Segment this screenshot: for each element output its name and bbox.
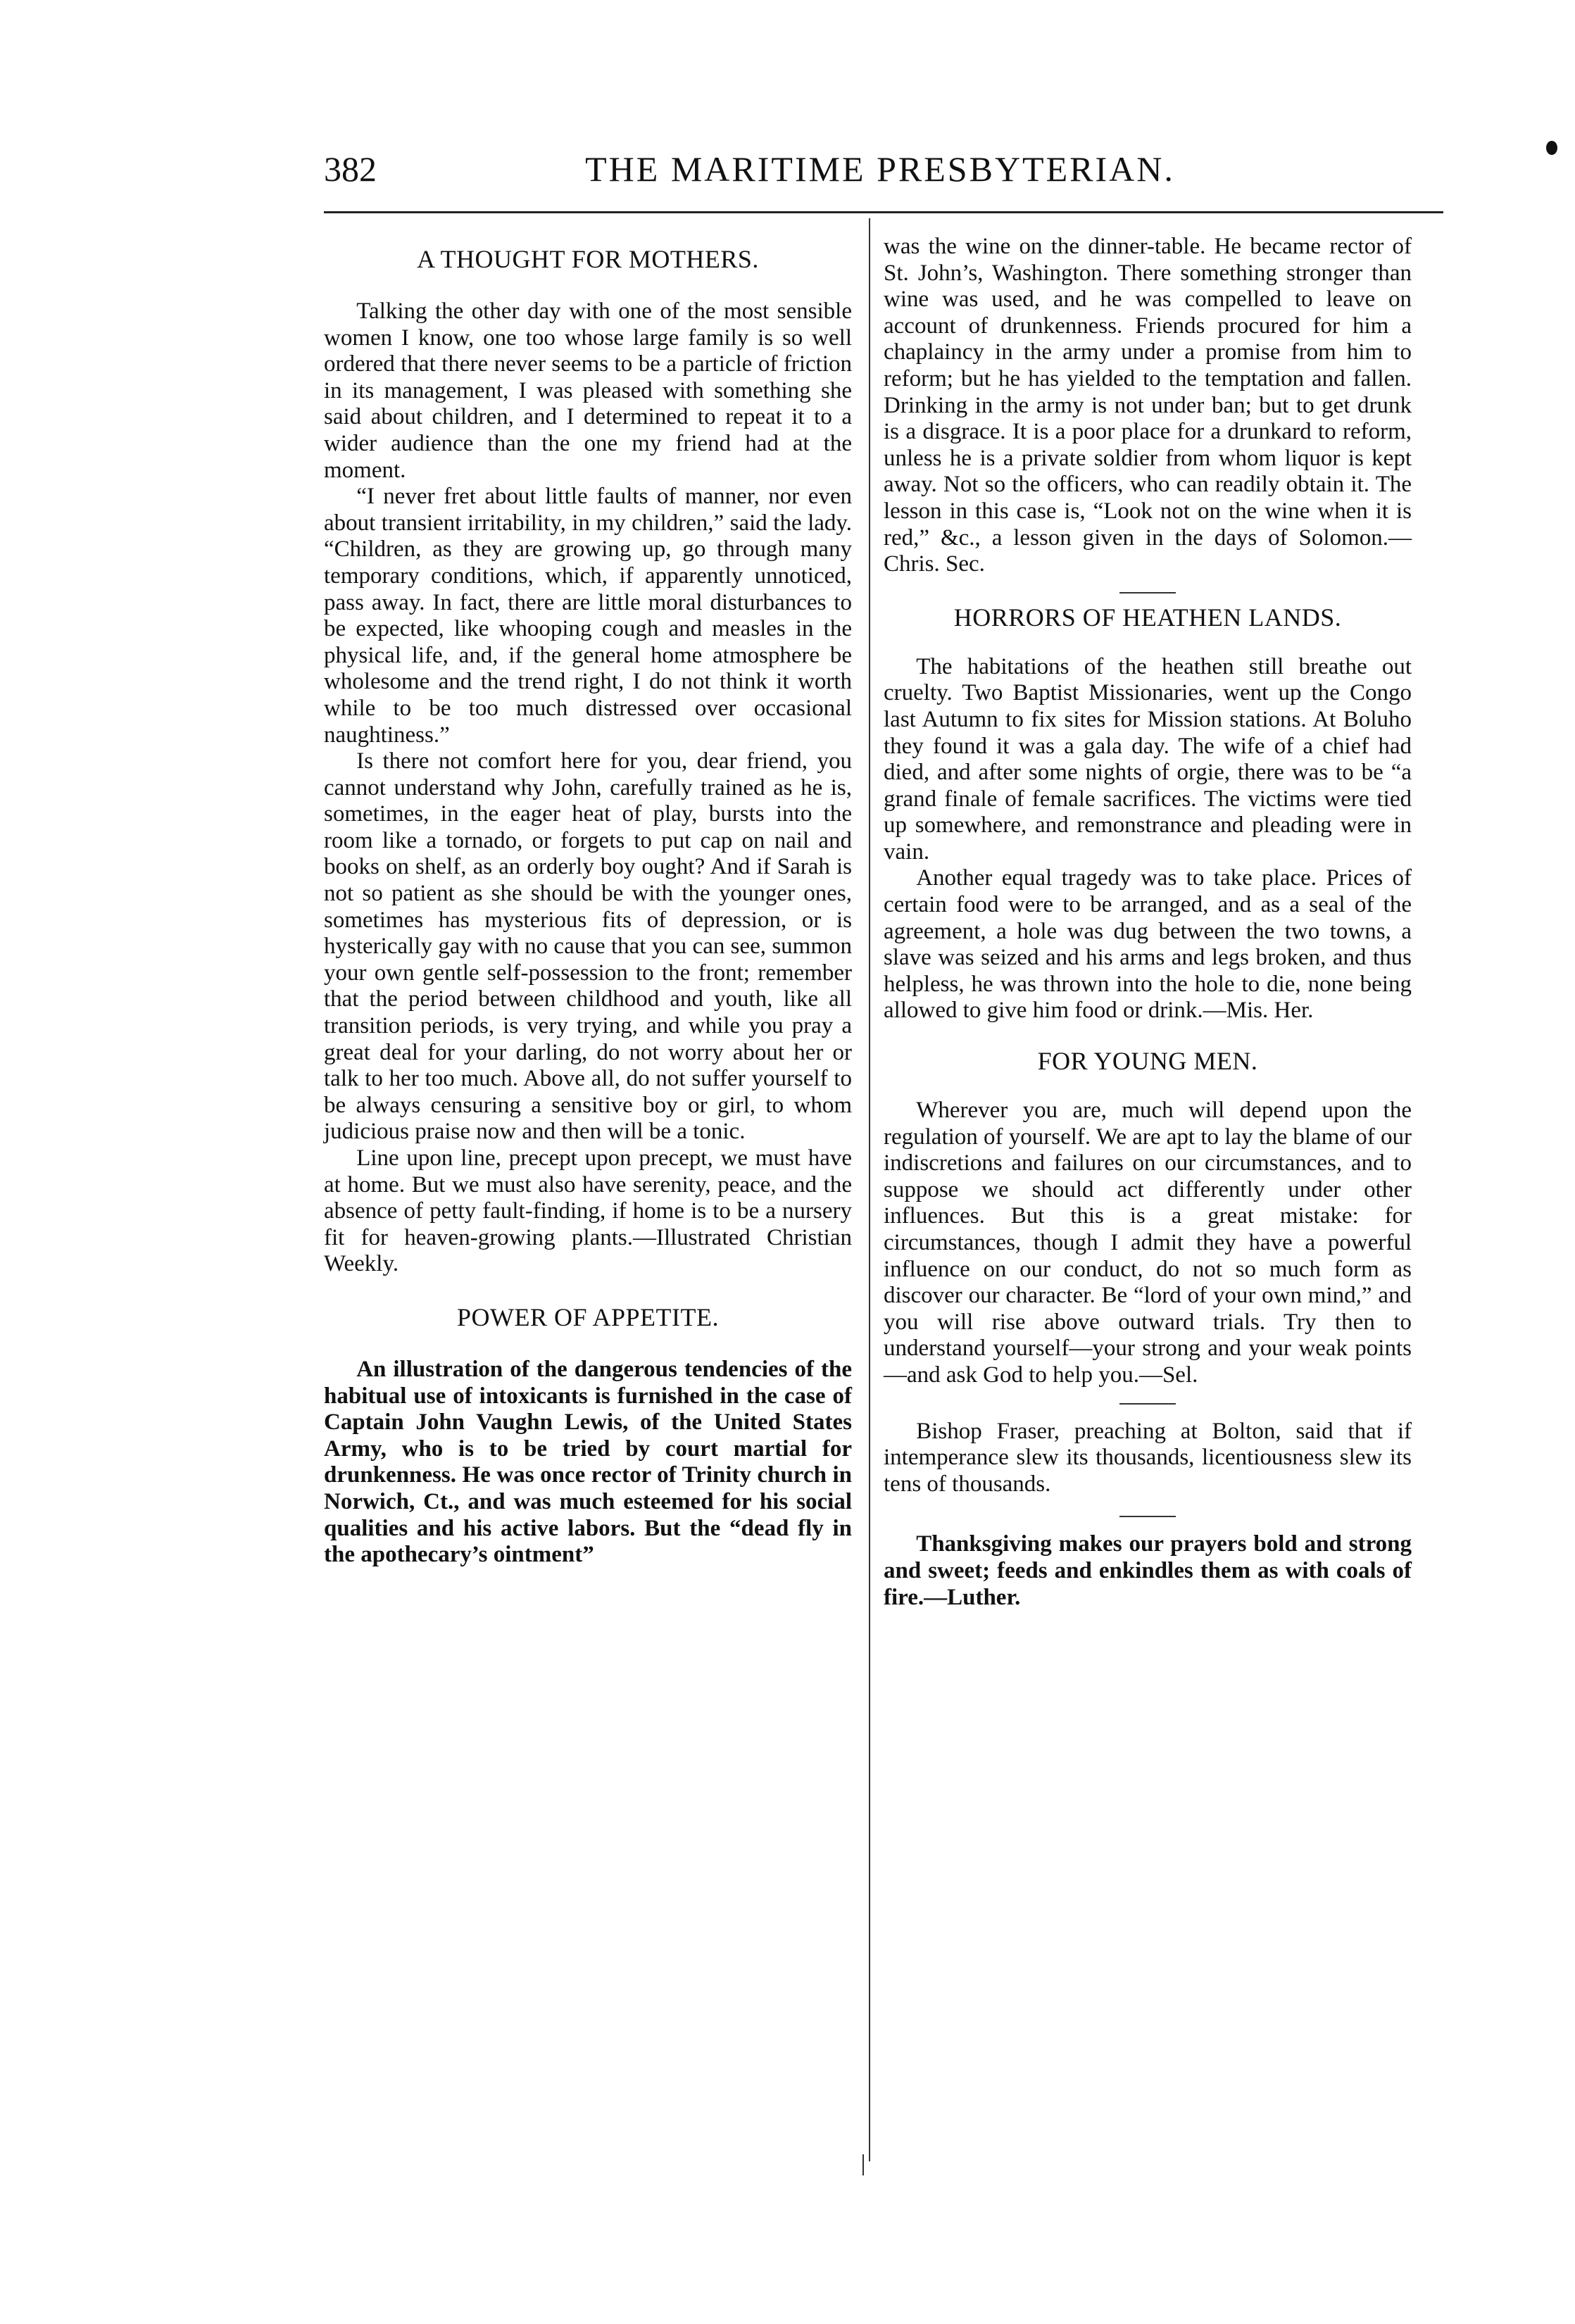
journal-title: THE MARITIME PRESBYTERIAN. [585,149,1175,189]
article-title-for-young-men: FOR YOUNG MEN. [1037,1047,1258,1076]
article-paragraph-continued: was the wine on the dinner-table. He became rector of St. John’s, Washington. There something stronger than wine was used, and he was compelled to leave on account of drunkenness. Friends procured for him a chaplaincy in the army under a promise from him to reform; but he has yielded to the temptation and fallen. Drinking in the army is not under ban; but to get drunk is a disgrace. It is a poor place for a drunkard to reform, unless he is a private soldier from whom liquor is kept away. Not so the officers, who can readily obtain it. The lesson in this case is, “Look not on the wine when it is red,” &c., a lesson given in the days of Solomon.—Chris. Sec. [884,234,1412,577]
article-paragraph: Is there not comfort here for you, dear friend, you cannot understand why John, carefully trained as he is, sometimes, in the eager heat of play, bursts into the room like a tornado, or forgets to put cap on nail and books on shelf, as an orderly boy ought? And if Sarah is not so patient as she should be with the younger ones, sometimes has mysterious fits of depression, or is hysterically gay with no cause that you can see, summon your own gentle self-possession to the front; remember that the period between childhood and youth, like all transition periods, is very trying, and while you pray a great deal for your darling, do not worry about her or talk to her too much. Above all, do not suffer yourself to be always censuring a sensitive boy or girl, to whom judicious praise now and then will be a tonic. [324,748,852,1145]
short-item-paragraph: Thanksgiving makes our prayers bold and strong and sweet; feeds and enkindles them as with coals of fire.—Luther. [884,1531,1412,1610]
article-paragraph: An illustration of the dangerous tendencies of the habitual use of intoxicants is furnished in the case of Captain John Vaughn Lewis, of the United States Army, who is to be tried by court martial for drunkenness. He was once rector of Trinity church in Norwich, Ct., and was much esteemed for his social qualities and his active labors. But the “dead fly in the apothecary’s ointment” [324,1356,852,1568]
article-title-thought-for-mothers: A THOUGHT FOR MOTHERS. [417,245,759,273]
article-title-horrors-of-heathen-lands: HORRORS OF HEATHEN LANDS. [953,603,1342,632]
article-paragraph: Wherever you are, much will depend upon the regulation of yourself. We are apt to lay the blame of our indiscretions and failures on our circumstances, and to suppose we should act differently under other influences. But this is a great mistake: for circumstances, though I admit they have a powerful influence on our conduct, do not so much form as discover our character. Be “lord of your own mind,” and you will rise above outward trials. Try then to understand yourself—your strong and your weak points—and ask God to help you.—Sel. [884,1098,1412,1388]
article-title-power-of-appetite: POWER OF APPETITE. [456,1302,720,1331]
left-column [324,225,852,1569]
right-column [884,225,1412,1611]
running-head [324,144,1436,201]
header-rule [324,211,1443,213]
article-paragraph: The habitations of the heathen still breathe out cruelty. Two Baptist Missionaries, went up the Congo last Autumn to fix sites for Mission stations. At Boluho they found it was a gala day. The wife of a chief had died, and after some nights of orgie, there was to be “a grand finale of female sacrifices. The victims were tied up somewhere, and remonstrance and pleading were in vain. [884,653,1412,865]
article-paragraph: Talking the other day with one of the most sensible women I know, one too whose large family is so well ordered that there never seems to be a particle of friction in its management, I was pleased with something she said about children, and I determined to repeat it to a wider audience than the one my friend had at the moment. [324,299,852,483]
corner-dot-mark [1546,141,1557,155]
article-paragraph: “I never fret about little faults of manner, nor even about transient irritability, in my children,” said the lady. “Children, as they are growing up, go through many temporary conditions, which, if apparently unnoticed, pass away. In fact, there are little moral disturbances to be expected, like whooping cough and measles in the physical life, and, if the general home atmosphere be wholesome and the trend right, I do not think it worth while to be too much distressed over occasional naughtiness.” [324,484,852,748]
article-paragraph: Another equal tragedy was to take place. Prices of certain food were to be arranged, and as a seal of the agreement, a hole was dug between the two towns, a slave was seized and his arms and legs broken, and thus helpless, he was thrown into the hole to die, none being allowed to give him food or drink.—Mis. Her. [884,865,1412,1024]
column-divider-end [862,2154,871,2175]
column-divider [869,218,870,2161]
short-item-paragraph: Bishop Fraser, preaching at Bolton, said that if intemperance slew its thousands, licentiousness slew its tens of thousands. [884,1418,1412,1497]
article-paragraph: Line upon line, precept upon precept, we must have at home. But we must also have serenity, peace, and the absence of petty fault-finding, if home is to be a nursery fit for heaven-growing plants.—Illustrated Christian Weekly. [324,1145,852,1277]
page-number: 382 [324,149,377,189]
